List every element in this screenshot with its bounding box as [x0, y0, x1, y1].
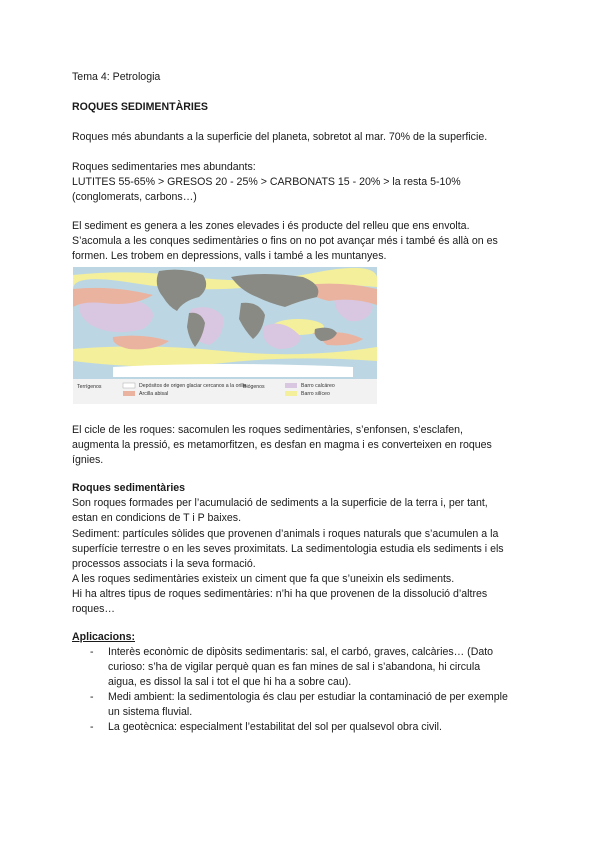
intro-paragraph: Roques més abundants a la superficie del planeta, sobretot al mar. 70% de la superficie.: [72, 131, 488, 143]
sediment-line-1: El sediment es genera a les zones elevades i és producte del relleu que ens envolta.: [72, 220, 470, 232]
antarctica: [113, 364, 353, 377]
legend-siliceous-swatch: [285, 391, 297, 396]
cycle-line-3: ígnies.: [72, 454, 104, 466]
section-line-7: Hi ha altres tipus de roques sedimentàries: n’hi ha que provenen de la dissolució d’altres: [72, 588, 488, 600]
bullet-dash-1: -: [90, 646, 94, 658]
abundant-line-2: (conglomerats, carbons…): [72, 191, 197, 203]
section-line-2: estan en condicions de T i P baixes.: [72, 512, 242, 524]
abundant-heading: Roques sedimentaries mes abundants:: [72, 161, 256, 173]
section-line-5: processos associats i la seva formació.: [72, 558, 256, 570]
application-1-line-3: aigua, es dissol la sal i tot el que hi ha a sobre cau).: [108, 676, 352, 688]
application-3-line-1: La geotècnica: especialment l’estabilitat del sol per qualsevol obra civil.: [108, 721, 442, 733]
application-2-line-1: Medi ambient: la sedimentologia és clau per estudiar la contaminació de per exemple: [108, 691, 508, 703]
legend-siliceous: Barro silíceo: [301, 391, 330, 397]
bullet-dash-2: -: [90, 691, 94, 703]
legend-clay: Arcilla abisal: [139, 391, 169, 397]
abundant-line-1: LUTITES 55-65% > GRESOS 20 - 25% > CARBONATS 15 - 20% > la resta 5-10%: [72, 176, 461, 188]
cycle-line-2: augmenta la pressió, es metamorfitzen, es desfan en magma i es converteixen en roques: [72, 439, 492, 451]
cycle-line-1: El cicle de les roques: sacomulen les roques sedimentàries, s’enfonsen, s’esclafen,: [72, 424, 463, 436]
legend-glacial-swatch: [123, 383, 135, 388]
legend-calcareous: Barro calcáreo: [301, 383, 335, 389]
section-line-8: roques…: [72, 603, 115, 615]
ocean-sediment-map: [73, 267, 377, 404]
application-2-line-2: un sistema fluvial.: [108, 706, 193, 718]
page-title: ROQUES SEDIMENTÀRIES: [72, 101, 208, 113]
legend-glacial: Depósitos de origen glaciar cercanos a la orilla: [139, 383, 247, 389]
section-line-3: Sediment: partícules sòlides que provenen d’animals i roques naturals que s’acumulen a la: [72, 528, 499, 540]
sediment-line-2: S’acomula a les conques sedimentàries o fins on no pot avançar més i també és allà on es: [72, 235, 498, 247]
section-line-4: superfície terrestre o en les seves proximitats. La sedimentologia estudia els sediments i els: [72, 543, 504, 555]
application-1-line-1: Interès econòmic de dipòsits sedimentaris: sal, el carbó, graves, calcàries… (Dato: [108, 646, 494, 658]
legend-clay-swatch: [123, 391, 135, 396]
sediment-map-svg: [73, 267, 377, 404]
topic-header: Tema 4: Petrologia: [72, 71, 161, 83]
application-1-line-2: curioso: s’ha de vigilar perquè quan es fan mines de sal i s’abandona, hi circula: [108, 661, 481, 673]
sediment-line-3: formen. Les trobem en depressions, valls i també a les muntanyes.: [72, 250, 387, 262]
section-line-1: Son roques formades per l’acumulació de sediments a la superficie de la terra i, per tant,: [72, 497, 488, 509]
section-line-6: A les roques sedimentàries existeix un ciment que fa que s’uneixin els sediments.: [72, 573, 455, 585]
section-heading: Roques sedimentàries: [72, 482, 186, 494]
legend-terrigenous: Terrígenos: [77, 384, 102, 390]
legend-calcareous-swatch: [285, 383, 297, 388]
legend-biogenic: Biógenos: [243, 384, 265, 390]
applications-heading: Aplicacions:: [72, 631, 135, 643]
bullet-dash-3: -: [90, 721, 94, 733]
